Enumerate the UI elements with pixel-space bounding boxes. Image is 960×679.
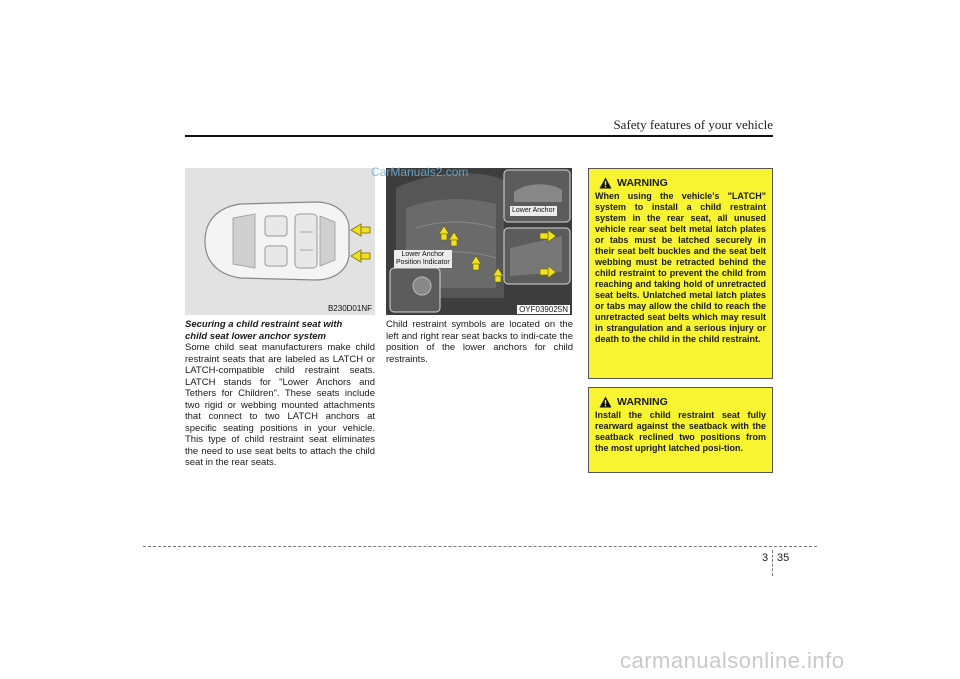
section-title: Safety features of your vehicle [613,117,773,132]
chapter-number: 3 [762,552,769,564]
page-number-divider [772,550,773,576]
watermark-text: CarManuals2.com [371,165,469,179]
child-restraint-symbols-description: Child restraint symbols are located on the left and right rear seat backs to indi-cate the position of the lower anchors for child restraints. [386,319,573,365]
warning-triangle-icon [599,396,612,408]
rear-seat-illustration [386,168,572,315]
header-rule [185,135,773,137]
footer-rule [143,546,817,547]
warning-title: WARNING [617,396,668,408]
figure-rear-seat [386,168,572,315]
label-indicator-line1: Lower Anchor [401,251,445,258]
column-1 [185,319,375,469]
subheading-line1: Securing a child restraint seat with [185,319,343,330]
warning-text: Install the child restraint seat fully rearward against the seatback with the seatback reclined two positions from the most upright latched posi-tion. [595,410,766,453]
label-lower-anchor: Lower Anchor [512,207,555,214]
label-anchor-position-indicator [394,250,452,268]
label-indicator-line2: Position Indicator [396,259,450,266]
subheading-line2: child seat lower anchor system [185,330,326,342]
figure-code: OYF039025N [519,305,568,314]
figure-code: B230D01NF [327,304,372,313]
latch-description: Some child seat manufacturers make child restraint seats that are labeled as LATCH or LATCH-compatible child restraint seats. LATCH stands for "Lower Anchors and Tethers for Children". These seats include two rigid or webbing mounted attachments that connect to two LATCH anchors at specific seating positions in your vehicle. This type of child restraint seat eliminates the need to use seat belts to attach the child seat in the rear seats. [185,342,375,468]
car-top-view-illustration [185,168,375,315]
warning-header [599,396,766,408]
warning-header [599,177,766,189]
warning-text: When using the vehicle's "LATCH" system to install a child restraint system in the rear seat, all unused vehicle rear seat belt metal latch plates or tabs must be latched securely in their seat belt buckles and the seat belt webbing must be retracted behind the child restraint to prevent the child from reaching and taking hold of unretracted seat belts. Unlatched metal latch plates or tabs may allow the child to reach the unretracted seat belts which may result in strangulation and a serious injury or death to the child in the child restraint. [595,191,766,344]
warning-title: WARNING [617,177,668,189]
footer-site-watermark: carmanualsonline.info [620,648,845,673]
page-number: 35 [777,552,790,564]
warning-box-latch [588,168,773,379]
figure-car-top-view [185,168,375,315]
warning-box-seatback [588,387,773,473]
column-2 [386,319,573,365]
warning-triangle-icon [599,177,612,189]
